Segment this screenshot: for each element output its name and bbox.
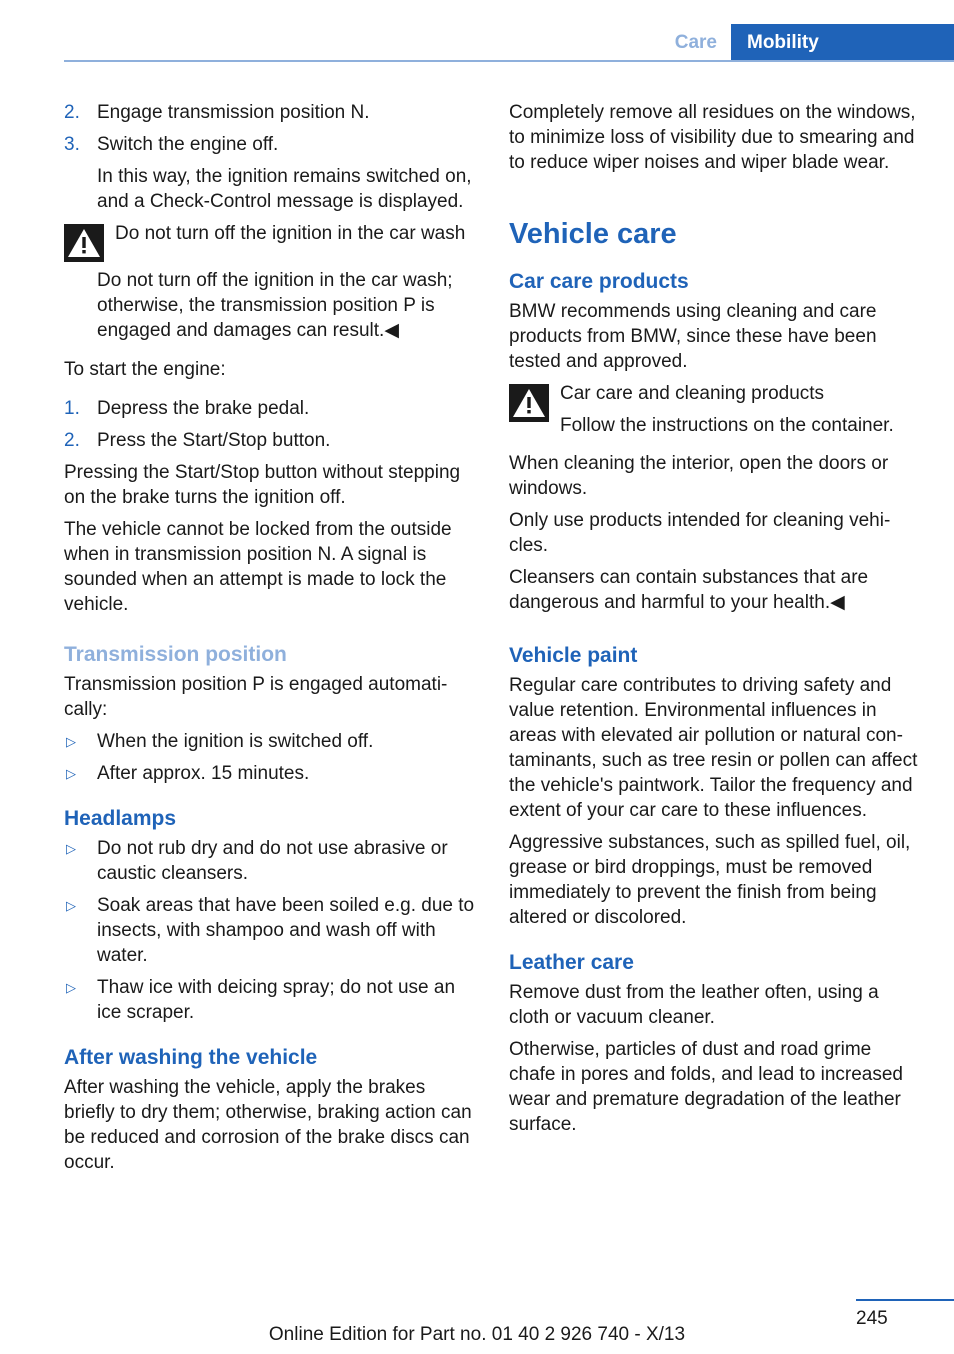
right-column — [509, 100, 921, 1144]
paragraph: Only use products intended for cleaning vehicles. — [509, 510, 891, 556]
bullet-text: After approx. 15 minutes. — [97, 763, 310, 784]
warning-icon — [509, 384, 549, 422]
paragraph: Remove dust from the leather often, using a cloth or vacuum cleaner. — [509, 982, 879, 1028]
list-item — [64, 428, 476, 453]
bullet-triangle-icon: ▷ — [66, 841, 76, 856]
step-number: 3. — [64, 134, 80, 155]
list-item — [64, 893, 476, 968]
bullet-triangle-icon: ▷ — [66, 734, 76, 749]
paragraph: The vehicle cannot be locked from the outside when in transmission position N. A signal is sounded when an attempt is made to lock the vehicle. — [64, 519, 452, 615]
section-heading-vehicle-paint: Vehicle paint — [509, 644, 638, 667]
step-note: In this way, the ignition remains switched on, and a Check-Control message is displayed. — [97, 166, 472, 212]
warning-title: Do not turn off the ignition in the car wash — [115, 223, 466, 244]
paragraph: Otherwise, particles of dust and road grime chafe in pores and folds, and lead to increased wear and premature degradation of the leather surface. — [509, 1039, 903, 1135]
bullet-text: Do not rub dry and do not use abrasive or caustic cleansers. — [97, 838, 448, 884]
paragraph: Transmission position P is engaged automatically: — [64, 674, 448, 720]
paragraph: BMW recommends using cleaning and care products from BMW, since these have been tested and approved. — [509, 301, 877, 372]
footer-edition: Online Edition for Part no. 01 40 2 926 740 - X/13 — [268, 1324, 686, 1345]
footer-divider — [856, 1299, 954, 1301]
list-item — [64, 396, 476, 421]
warning-body: Follow the instructions on the container. — [560, 415, 894, 436]
section-heading-transmission: Transmission position — [64, 643, 287, 666]
bullet-triangle-icon: ▷ — [66, 980, 76, 995]
tab-mobility[interactable]: Mobility — [731, 24, 954, 61]
page-number: 245 — [856, 1308, 888, 1329]
page-title: Vehicle care — [509, 218, 677, 250]
bullet-text: Soak areas that have been soiled e.g. due to insects, with shampoo and wash off with water. — [97, 895, 475, 966]
step-text: Depress the brake pedal. — [97, 398, 310, 419]
step-number: 1. — [64, 398, 80, 419]
paragraph: When cleaning the interior, open the doors or windows. — [509, 453, 889, 499]
bullet-triangle-icon: ▷ — [66, 766, 76, 781]
step-text: Switch the engine off. — [97, 134, 279, 155]
header-divider — [64, 60, 954, 62]
section-heading-after-washing: After washing the vehicle — [64, 1046, 318, 1069]
section-heading-leather-care: Leather care — [509, 951, 634, 974]
step-text: Engage transmission position N. — [97, 102, 370, 123]
left-column — [64, 100, 476, 1182]
paragraph: Cleansers can contain substances that are dangerous and harmful to your health.◀ — [509, 567, 869, 613]
paragraph: After washing the vehicle, apply the brakes briefly to dry them; otherwise, braking action can be reduced and corrosion of the brake discs can occur. — [64, 1077, 472, 1173]
paragraph: Pressing the Start/Stop button without stepping on the brake turns the ignition off. — [64, 462, 461, 508]
list-item — [64, 975, 476, 1025]
list-item — [64, 132, 476, 157]
list-item — [64, 100, 476, 125]
warning-title: Car care and cleaning products — [560, 383, 825, 404]
warning-icon — [64, 224, 104, 262]
warning-box — [509, 381, 921, 445]
list-item — [64, 761, 476, 786]
tab-care[interactable]: Care — [674, 32, 717, 53]
start-intro: To start the engine: — [64, 359, 226, 380]
step-number: 2. — [64, 430, 80, 451]
step-text: Press the Start/Stop button. — [97, 430, 331, 451]
list-item — [64, 836, 476, 886]
bullet-text: When the ignition is switched off. — [97, 731, 374, 752]
bullet-text: Thaw ice with deicing spray; do not use an ice scraper. — [97, 977, 456, 1023]
list-item — [64, 729, 476, 754]
step-number: 2. — [64, 102, 80, 123]
warning-box — [64, 221, 476, 262]
paragraph: Regular care contributes to driving safety and value retention. Environmental influences in areas with elevated air pollution or natural contaminants, such as tree resin or pollen can affect the vehicle's paintwork. Tailor the frequency and extent of your car care to these influences. — [509, 675, 918, 821]
warning-body: Do not turn off the ignition in the car wash; otherwise, the transmission position P is engaged and damages can result.◀ — [97, 270, 453, 341]
paragraph: Completely remove all residues on the windows, to minimize loss of visibility due to smearing and to reduce wiper noises and wiper blade wear. — [509, 102, 916, 173]
section-heading-car-care: Car care products — [509, 270, 689, 293]
paragraph: Aggressive substances, such as spilled fuel, oil, grease or bird droppings, must be removed immediately to prevent the finish from being altered or discolored. — [509, 832, 911, 928]
bullet-triangle-icon: ▷ — [66, 898, 76, 913]
section-heading-headlamps: Headlamps — [64, 807, 177, 830]
